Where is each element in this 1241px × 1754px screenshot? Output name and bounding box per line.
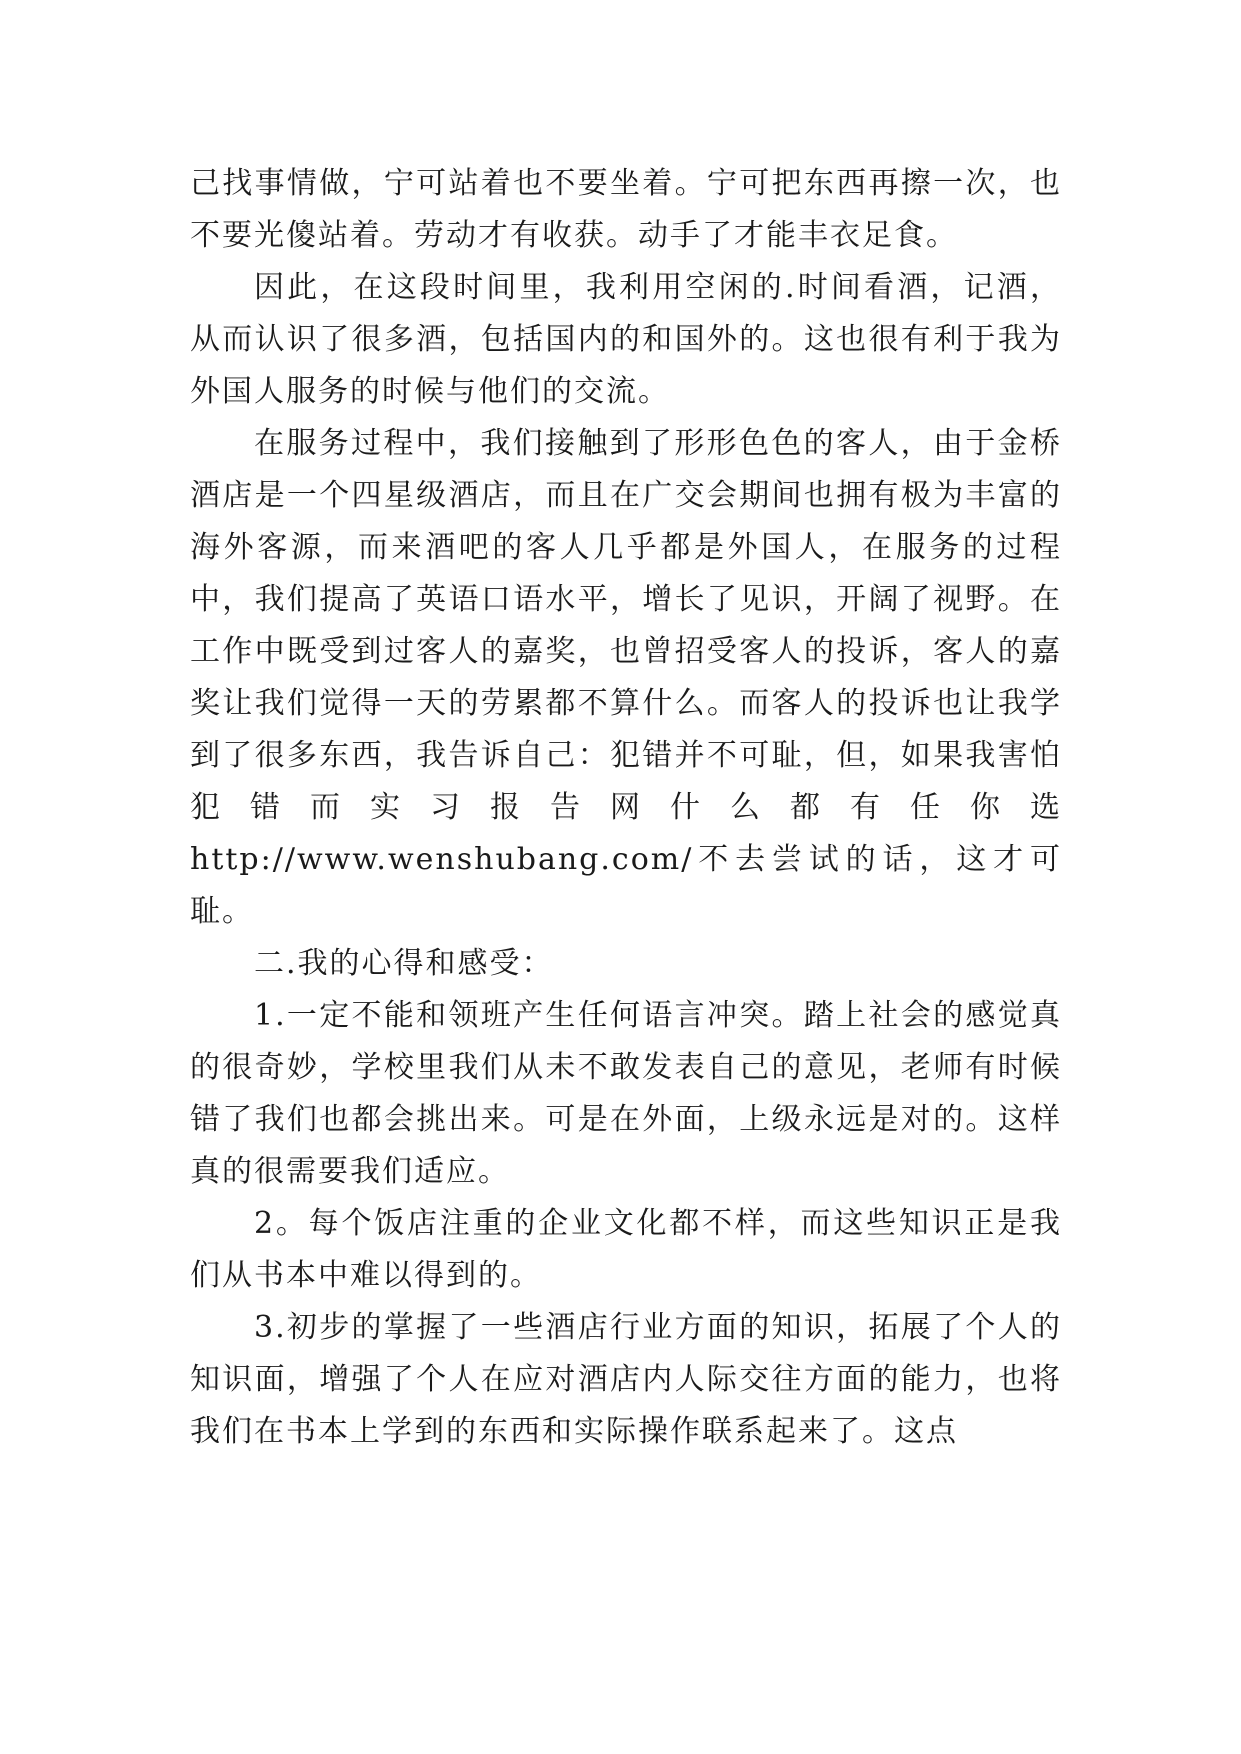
paragraph-1: 己找事情做，宁可站着也不要坐着。宁可把东西再擦一次，也不要光傻站着。劳动才有收获。动手了才能丰衣足食。 (190, 166, 1062, 253)
paragraph-2: 因此，在这段时间里，我利用空闲的.时间看酒，记酒，从而认识了很多酒，包括国内的和国外的。这也很有利于我为外国人服务的时候与他们的交流。 (190, 270, 1062, 409)
paragraph-3: 在服务过程中，我们接触到了形形色色的客人，由于金桥酒店是一个四星级酒店，而且在广交会期间也拥有极为丰富的海外客源，而来酒吧的客人几乎都是外国人，在服务的过程中，我们提高了英语口语水平，增长了见识，开阔了视野。在工作中既受到过客人的嘉奖，也曾招受客人的投诉，客人的嘉奖让我们觉得一天的劳累都不算什么。而客人的投诉也让我学到了很多东西，我告诉自己：犯错并不可耻，但，如果我害怕犯错而实习报告网什么都有任你选 http://www.wenshubang.com/不去尝试的话，这才可耻。 (190, 426, 1062, 929)
body-text (190, 158, 1062, 1458)
paragraph-item-2: 2。每个饭店注重的企业文化都不样，而这些知识正是我们从书本中难以得到的。 (190, 1206, 1062, 1293)
paragraph-item-3: 3.初步的掌握了一些酒店行业方面的知识，拓展了个人的知识面，增强了个人在应对酒店内人际交往方面的能力，也将我们在书本上学到的东西和实际操作联系起来了。这点 (190, 1310, 1062, 1449)
section-heading: 二.我的心得和感受： (254, 946, 554, 981)
paragraph-item-1: 1.一定不能和领班产生任何语言冲突。踏上社会的感觉真的很奇妙，学校里我们从未不敢发表自己的意见，老师有时候错了我们也都会挑出来。可是在外面，上级永远是对的。这样真的很需要我们适应。 (190, 998, 1062, 1189)
